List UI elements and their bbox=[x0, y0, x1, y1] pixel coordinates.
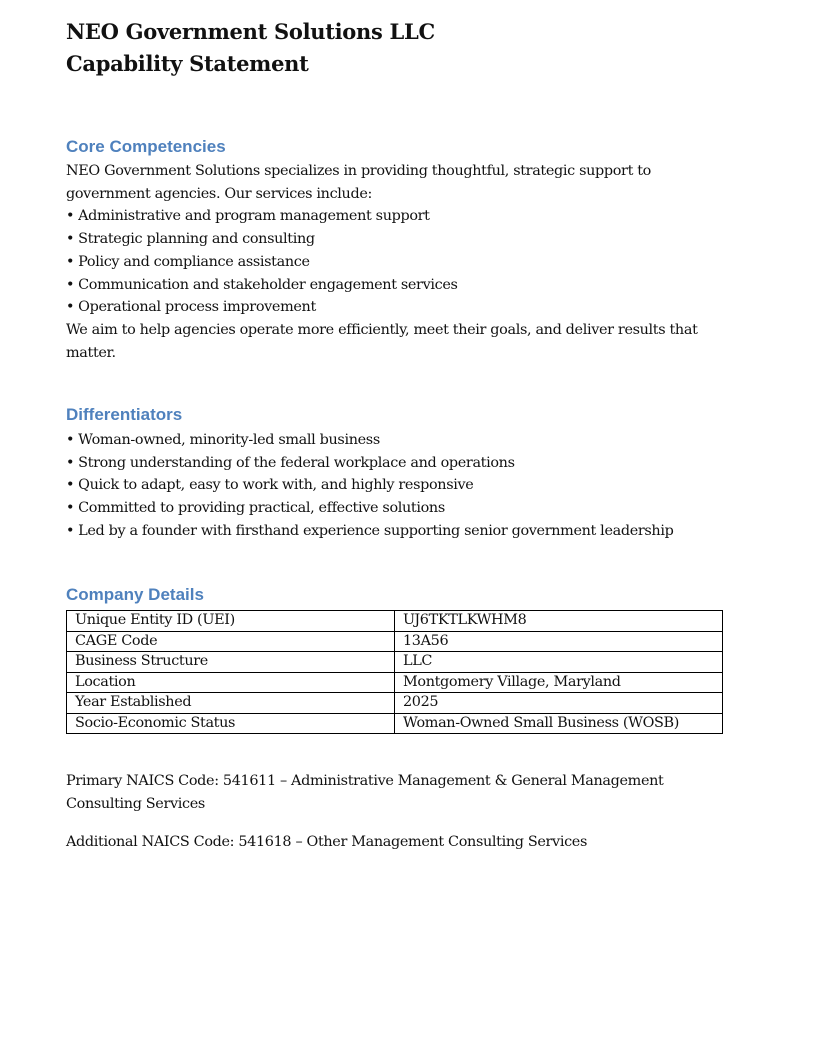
detail-label: Location bbox=[67, 672, 395, 693]
core-competencies-heading: Core Competencies bbox=[66, 137, 226, 156]
company-name-title: NEO Government Solutions LLC bbox=[66, 19, 435, 44]
detail-value: UJ6TKTLKWHM8 bbox=[395, 611, 723, 632]
core-competencies-intro: NEO Government Solutions specializes in providing thoughtful, strategic support to government agencies. Our services include: bbox=[66, 163, 651, 202]
company-details-heading: Company Details bbox=[66, 585, 204, 604]
list-item: • Operational process improvement bbox=[66, 296, 726, 319]
naics-additional-section bbox=[66, 831, 726, 854]
company-details-table bbox=[66, 610, 723, 734]
detail-value: 13A56 bbox=[395, 631, 723, 652]
core-competencies-closing: We aim to help agencies operate more efficiently, meet their goals, and deliver results that matter. bbox=[66, 321, 698, 361]
list-item: • Strategic planning and consulting bbox=[66, 228, 726, 251]
list-item: • Strong understanding of the federal workplace and operations bbox=[66, 452, 726, 475]
list-item: • Communication and stakeholder engagement services bbox=[66, 274, 726, 297]
detail-label: Business Structure bbox=[67, 652, 395, 673]
detail-label: CAGE Code bbox=[67, 631, 395, 652]
document-title-block bbox=[66, 16, 435, 80]
differentiators-section bbox=[66, 429, 726, 543]
list-item: • Committed to providing practical, effective solutions bbox=[66, 497, 726, 520]
detail-value: LLC bbox=[395, 652, 723, 673]
table-row bbox=[67, 713, 723, 734]
differentiators-heading: Differentiators bbox=[66, 405, 183, 424]
naics-section bbox=[66, 770, 726, 815]
detail-label: Year Established bbox=[67, 693, 395, 714]
list-item: • Woman-owned, minority-led small business bbox=[66, 429, 726, 452]
primary-naics-code: Primary NAICS Code: 541611 – Administrative Management & General Management Consulting Services bbox=[66, 773, 664, 812]
table-row bbox=[67, 631, 723, 652]
list-item: • Led by a founder with firsthand experience supporting senior government leadership bbox=[66, 520, 726, 543]
differentiators-list bbox=[66, 429, 726, 543]
detail-label: Unique Entity ID (UEI) bbox=[67, 611, 395, 632]
core-competencies-section bbox=[66, 160, 726, 364]
list-item: • Administrative and program management support bbox=[66, 205, 726, 228]
core-competencies-list bbox=[66, 205, 726, 319]
list-item: • Quick to adapt, easy to work with, and highly responsive bbox=[66, 474, 726, 497]
detail-value: Woman-Owned Small Business (WOSB) bbox=[395, 713, 723, 734]
table-row bbox=[67, 693, 723, 714]
detail-value: 2025 bbox=[395, 693, 723, 714]
table-row bbox=[67, 611, 723, 632]
company-details-section bbox=[66, 610, 726, 734]
detail-label: Socio-Economic Status bbox=[67, 713, 395, 734]
additional-naics-code: Additional NAICS Code: 541618 – Other Management Consulting Services bbox=[66, 834, 587, 850]
capability-statement-title: Capability Statement bbox=[66, 51, 309, 76]
detail-value: Montgomery Village, Maryland bbox=[395, 672, 723, 693]
table-row bbox=[67, 672, 723, 693]
table-row bbox=[67, 652, 723, 673]
list-item: • Policy and compliance assistance bbox=[66, 251, 726, 274]
